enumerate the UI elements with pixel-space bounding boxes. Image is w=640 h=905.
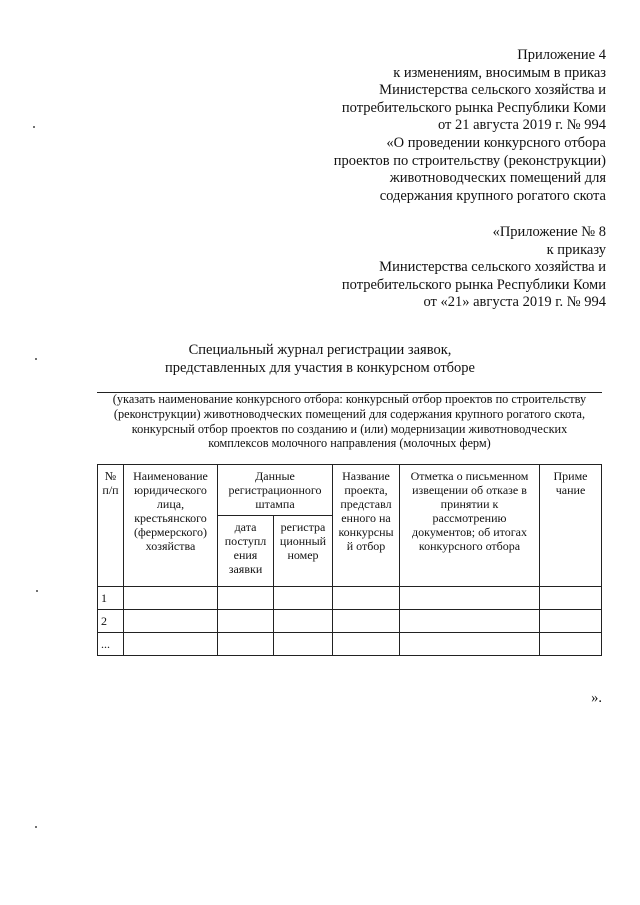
caption-line: (указать наименование конкурсного отбора: конкурсный отбор проектов по строительству — [112, 392, 587, 406]
annex-line: потребительского рынка Республики Коми — [341, 99, 606, 116]
scan-speck — [35, 826, 37, 828]
annex-line: «О проведении конкурсного отбора — [386, 134, 606, 151]
journal-title — [0, 342, 640, 377]
row-number: 2 — [98, 610, 124, 633]
order-line: от «21» августа 2019 г. № 994 — [423, 294, 606, 311]
scan-speck — [33, 126, 35, 128]
row-number: ... — [98, 633, 124, 656]
caption-line: (реконструкции) животноводческих помещений для содержания крупного рогатого скота, — [113, 406, 586, 421]
header-note: Приме чание — [540, 465, 602, 587]
annex-line: Приложение 4 — [517, 47, 606, 63]
caption-line: комплексов молочного направления (молочных ферм) — [208, 436, 491, 451]
scan-speck — [36, 590, 38, 592]
header-project-name: Название проекта, представл енного на конкурсны й отбор — [333, 465, 400, 587]
header-refusal-notice: Отметка о письменном извещении об отказе в принятии к рассмотрению документов; об итогах конкурсного отбора — [400, 465, 540, 587]
order-line: Министерства сельского хозяйства и — [379, 259, 606, 276]
order-line: потребительского рынка Республики Коми — [341, 276, 606, 293]
annex-line: животноводческих помещений для — [389, 170, 606, 187]
annex-header — [334, 47, 606, 205]
row-number: 1 — [98, 587, 124, 610]
header-number: № п/п — [98, 465, 124, 587]
annex-line: содержания крупного рогатого скота — [379, 187, 606, 204]
caption-line: конкурсный отбор проектов по созданию и (или) модернизации животноводческих — [131, 421, 568, 436]
table-row — [98, 610, 602, 633]
annex-line: Министерства сельского хозяйства и — [379, 82, 606, 99]
order-line: к приказу — [546, 241, 606, 258]
header-stamp-data: Данные регистрационного штампа — [218, 465, 333, 516]
scan-speck — [35, 358, 37, 360]
registration-table — [97, 464, 602, 656]
header-receipt-date: дата поступл ения заявки — [218, 516, 274, 587]
competition-caption — [97, 392, 602, 451]
order-header — [342, 224, 606, 312]
header-applicant-name: Наименование юридического лица, крестьянского (фермерского) хозяйства — [124, 465, 218, 587]
table-row — [98, 587, 602, 610]
order-line: «Приложение № 8 — [492, 224, 606, 240]
table-row — [98, 633, 602, 656]
annex-line: к изменениям, вносимым в приказ — [393, 64, 606, 81]
title-line: Специальный журнал регистрации заявок, — [188, 342, 452, 358]
annex-line: от 21 августа 2019 г. № 994 — [437, 117, 606, 134]
header-registration-number: регистра ционный номер — [274, 516, 333, 587]
title-line: представленных для участия в конкурсном отборе — [164, 359, 475, 376]
closing-quote: ». — [591, 690, 602, 706]
annex-line: проектов по строительству (реконструкции) — [333, 152, 606, 169]
